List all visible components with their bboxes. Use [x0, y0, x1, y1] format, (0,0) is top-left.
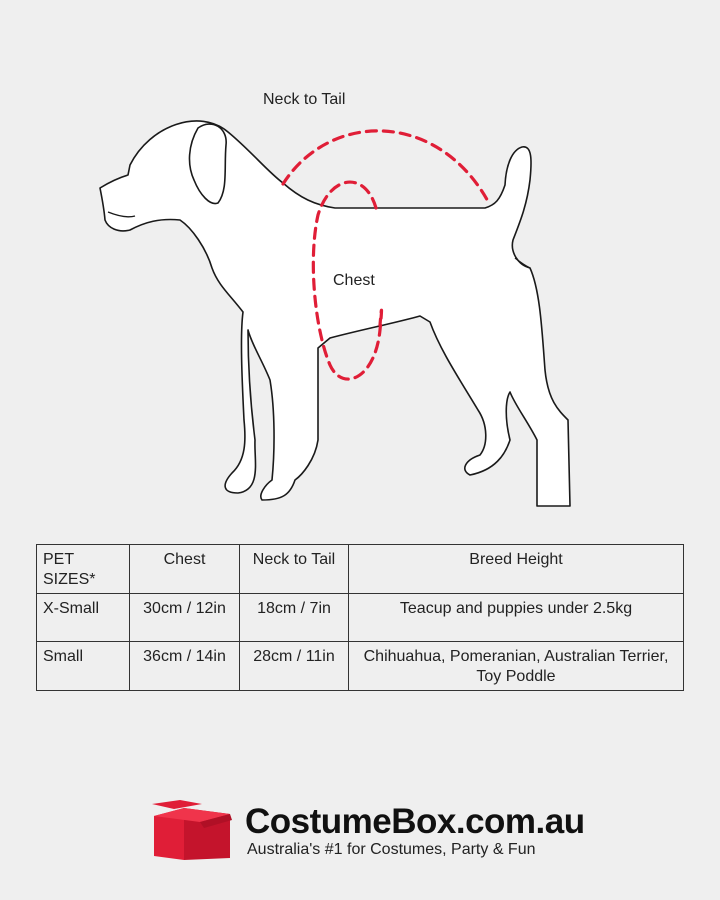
chest-cell: 36cm / 14in — [130, 642, 240, 691]
neck-to-tail-measure-line — [283, 131, 490, 205]
header-breed-height: Breed Height — [349, 545, 684, 594]
table-row — [37, 594, 684, 642]
table-row — [37, 642, 684, 691]
size-cell: X-Small — [37, 594, 130, 642]
brand-name: CostumeBox.com.au — [245, 802, 585, 841]
neck-to-tail-label: Neck to Tail — [263, 91, 346, 108]
breed-height-cell: Chihuahua, Pomeranian, Australian Terrier, Toy Poddle — [349, 642, 684, 691]
chest-label: Chest — [333, 272, 375, 289]
dog-outline — [100, 121, 570, 506]
costumebox-logo — [150, 800, 590, 870]
size-cell: Small — [37, 642, 130, 691]
chest-cell: 30cm / 12in — [130, 594, 240, 642]
header-neck-to-tail: Neck to Tail — [240, 545, 349, 594]
pet-size-table — [36, 544, 684, 691]
header-pet-sizes: PET SIZES* — [37, 545, 130, 594]
red-box-logo-icon — [150, 800, 234, 864]
neck-to-tail-cell: 28cm / 11in — [240, 642, 349, 691]
header-chest: Chest — [130, 545, 240, 594]
breed-height-cell: Teacup and puppies under 2.5kg — [349, 594, 684, 642]
brand-tagline: Australia's #1 for Costumes, Party & Fun — [247, 841, 536, 858]
neck-to-tail-cell: 18cm / 7in — [240, 594, 349, 642]
table-header-row — [37, 545, 684, 594]
